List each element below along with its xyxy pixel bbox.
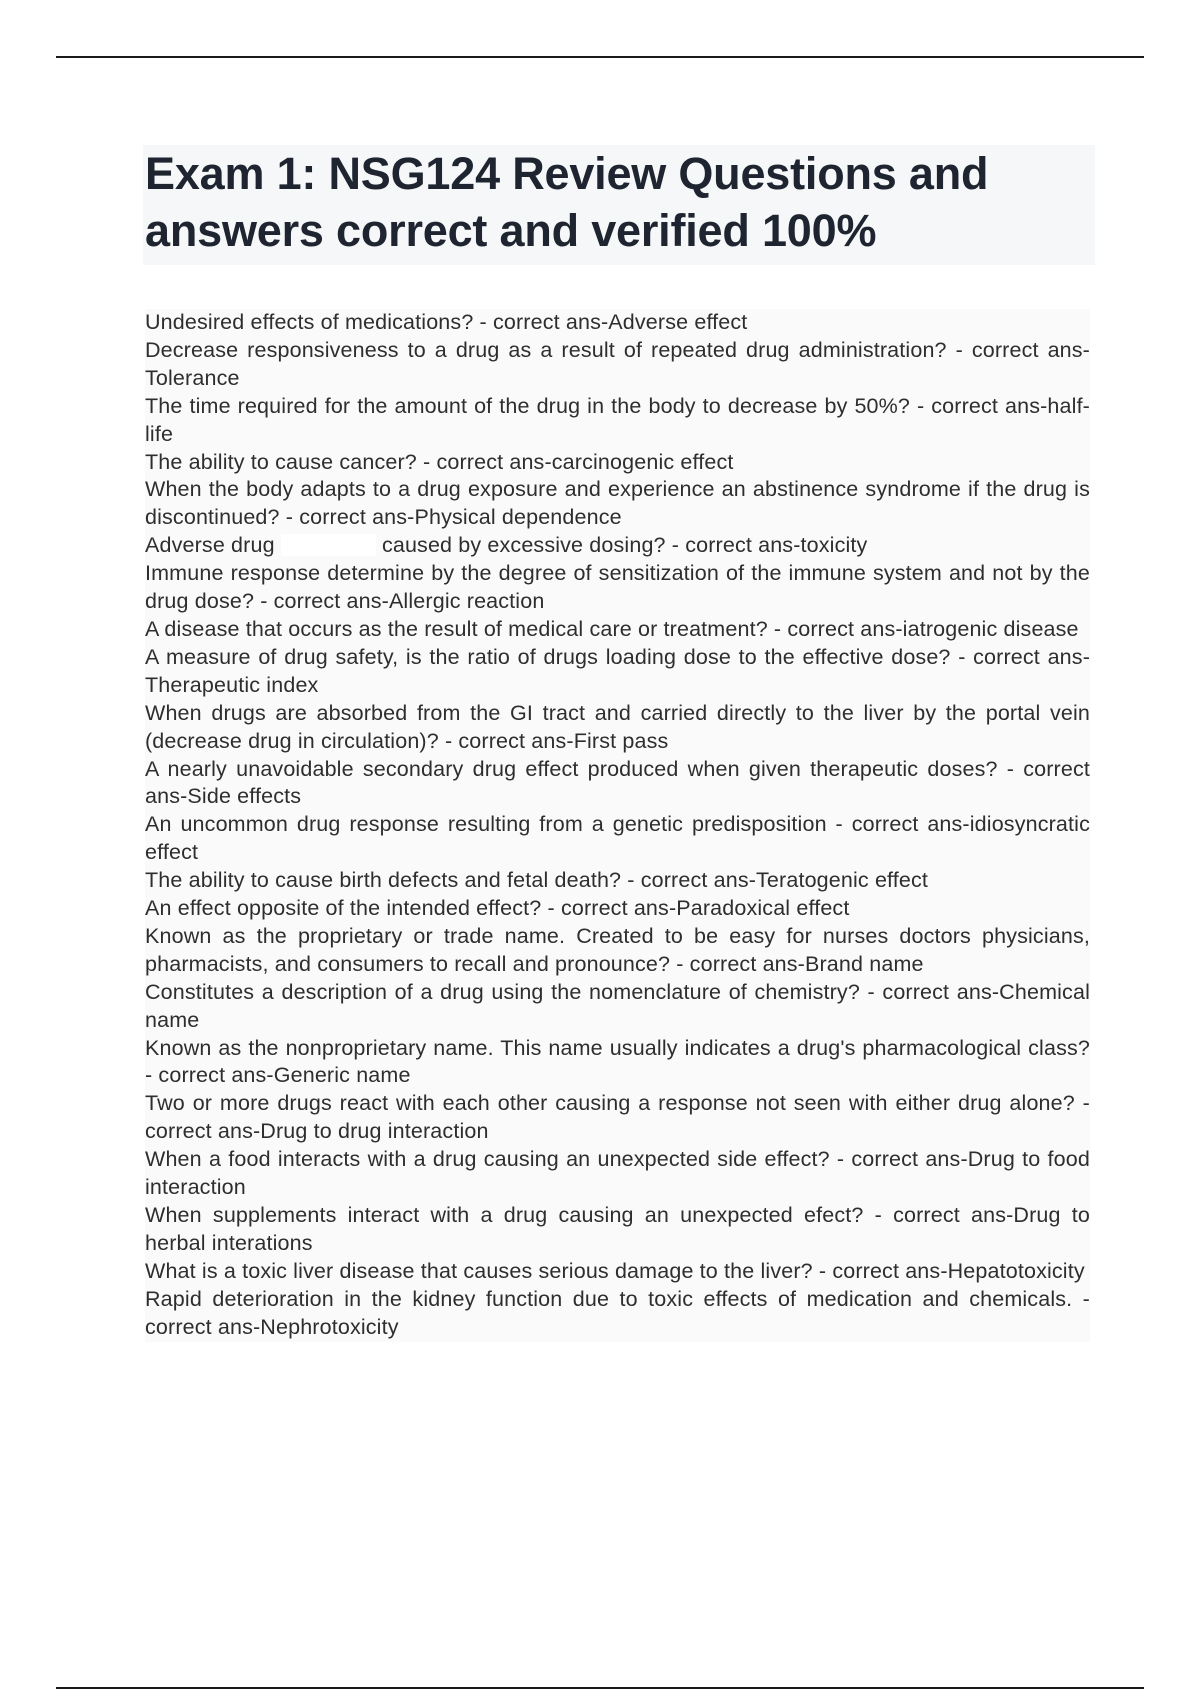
qa-item: An uncommon drug response resulting from a genetic predisposition - correct ans-idiosyncratic effect [145,811,1090,867]
qa-item: Immune response determine by the degree of sensitization of the immune system and not by the drug dose? - correct ans-Allergic reaction [145,560,1090,616]
qa-item: When supplements interact with a drug causing an unexpected efect? - correct ans-Drug to herbal interations [145,1202,1090,1258]
qa-item: A nearly unavoidable secondary drug effect produced when given therapeutic doses? - correct ans-Side effects [145,756,1090,812]
qa-item: When a food interacts with a drug causing an unexpected side effect? - correct ans-Drug to food interaction [145,1146,1090,1202]
top-rule [56,56,1144,58]
qa-item: When drugs are absorbed from the GI tract and carried directly to the liver by the portal vein (decrease drug in circulation)? - correct ans-First pass [145,700,1090,756]
qa-item-redacted [145,532,1090,560]
qa-item: The time required for the amount of the drug in the body to decrease by 50%? - correct ans-half-life [145,393,1090,449]
qa-item: Known as the nonproprietary name. This name usually indicates a drug's pharmacological class? - correct ans-Generic name [145,1035,1090,1091]
qa-item: A measure of drug safety, is the ratio of drugs loading dose to the effective dose? - correct ans-Therapeutic index [145,644,1090,700]
qa-item-suffix: caused by excessive dosing? - correct ans-toxicity [381,533,868,558]
bottom-rule [56,1687,1144,1689]
page-title: Exam 1: NSG124 Review Questions and answers correct and verified 100% [145,148,989,256]
qa-item: Two or more drugs react with each other causing a response not seen with either drug alone? - correct ans-Drug to drug interaction [145,1090,1090,1146]
qa-item: Known as the proprietary or trade name. Created to be easy for nurses doctors physicians, pharmacists, and consumers to recall and pronounce? - correct ans-Brand name [145,923,1090,979]
title-block [143,145,1095,265]
qa-list [145,309,1090,1342]
qa-item: Undesired effects of medications? - correct ans-Adverse effect [145,309,1090,337]
qa-item: The ability to cause cancer? - correct ans-carcinogenic effect [145,449,1090,477]
qa-item: Constitutes a description of a drug using the nomenclature of chemistry? - correct ans-Chemical name [145,979,1090,1035]
qa-item: The ability to cause birth defects and fetal death? - correct ans-Teratogenic effect [145,867,1090,895]
qa-item: When the body adapts to a drug exposure and experience an abstinence syndrome if the drug is discontinued? - correct ans-Physical dependence [145,476,1090,532]
qa-item: Rapid deterioration in the kidney function due to toxic effects of medication and chemicals. - correct ans-Nephrotoxicity [145,1286,1090,1342]
qa-item: Decrease responsiveness to a drug as a result of repeated drug administration? - correct ans-Tolerance [145,337,1090,393]
redaction-box [281,534,376,556]
qa-item: What is a toxic liver disease that causes serious damage to the liver? - correct ans-Hepatotoxicity [145,1258,1090,1286]
qa-item: A disease that occurs as the result of medical care or treatment? - correct ans-iatrogenic disease [145,616,1090,644]
qa-item-prefix: Adverse drug [145,533,275,558]
qa-item: An effect opposite of the intended effect? - correct ans-Paradoxical effect [145,895,1090,923]
